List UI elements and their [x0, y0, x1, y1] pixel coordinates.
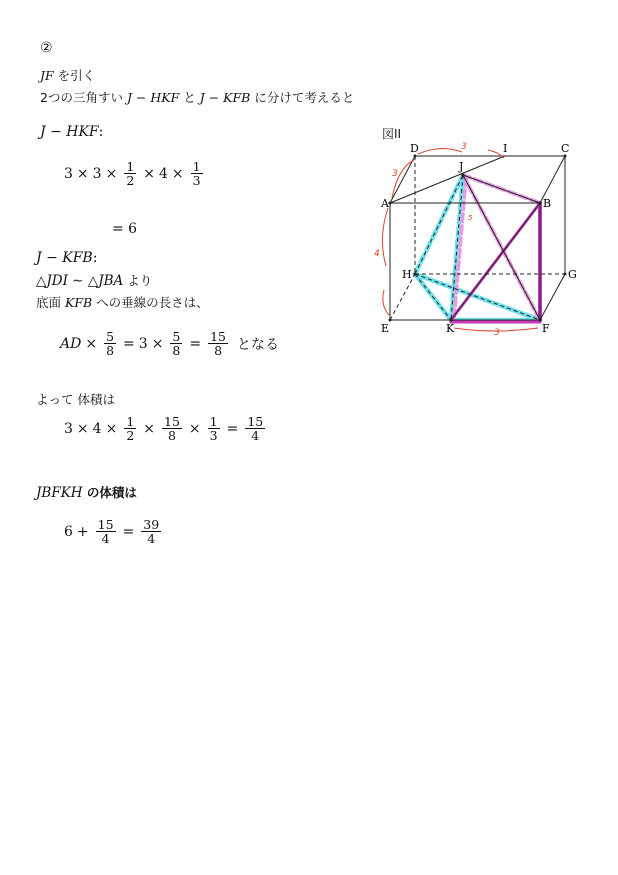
magenta-highlight — [451, 175, 540, 322]
fraction — [170, 330, 182, 357]
label-b: B — [543, 197, 552, 210]
denominator: 4 — [147, 531, 156, 547]
denominator: 3 — [192, 173, 201, 189]
volume-intro: よって 体積は — [36, 392, 115, 407]
label-h: H — [402, 268, 412, 281]
perp-suffix: への垂線の長さは、 — [92, 295, 209, 310]
label-f: F — [542, 322, 550, 335]
denominator: 8 — [214, 343, 223, 359]
part2-expression: AD × $\frac{5}{8}$ = 3 × $\frac{5}{8}$ = $\frac{15}{8}$ となる — [60, 329, 280, 359]
annotation-left-top: 3 — [392, 169, 398, 179]
expression-tail: となる — [237, 336, 280, 353]
numerator: 1 — [126, 414, 135, 429]
part2-heading — [36, 250, 97, 266]
intro-line2-suffix: に分けて考えると — [250, 90, 355, 105]
denominator: 8 — [172, 343, 181, 359]
part1-heading-math: J − HKF — [40, 124, 99, 140]
fraction — [208, 330, 228, 357]
perp-prefix: 底面 — [36, 295, 65, 310]
label-k: K — [446, 322, 455, 335]
denominator: 8 — [167, 428, 176, 444]
similar-suffix: より — [123, 273, 153, 288]
denominator: 8 — [106, 343, 115, 359]
fraction — [96, 518, 116, 545]
part1-expression: 3 × 3 × $\frac{1}{2}$ × 4 × $\frac{1}{3}$ — [64, 159, 201, 189]
numerator: 1 — [209, 414, 218, 429]
annotation-bottom: 3 — [494, 328, 500, 338]
numerator: 15 — [97, 517, 114, 532]
numerator: 5 — [172, 329, 181, 344]
numerator: 5 — [106, 329, 115, 344]
denominator: 2 — [126, 173, 135, 189]
similar-math: △JDI ∼ △JBA — [36, 273, 124, 289]
intro-line2-math1: J − HKF — [126, 90, 180, 105]
problem-marker: ② — [40, 40, 53, 56]
term: 3 — [64, 420, 73, 437]
fraction — [124, 160, 136, 187]
label-g: G — [568, 268, 577, 281]
numerator: 1 — [192, 159, 201, 174]
fraction — [141, 518, 161, 545]
term: 3 — [64, 165, 73, 182]
label-e: E — [381, 322, 390, 335]
term: 3 — [92, 165, 102, 182]
total-heading-math: JBFKH — [36, 485, 83, 501]
term: 4 — [92, 420, 102, 437]
figure-title: 図II — [382, 127, 402, 141]
term: AD — [60, 335, 82, 352]
part1-result: = 6 — [112, 221, 138, 237]
label-i: I — [503, 142, 508, 155]
numerator: 15 — [164, 414, 180, 429]
fraction — [191, 160, 203, 187]
cube-figure — [370, 138, 590, 343]
part2-heading-math: J − KFB — [36, 250, 93, 266]
intro-line-1 — [40, 66, 95, 84]
similar-triangles — [36, 271, 152, 289]
denominator: 4 — [251, 428, 260, 444]
intro-line2-mid: と — [179, 90, 200, 105]
fraction — [245, 415, 265, 442]
fraction — [124, 415, 136, 442]
fraction — [208, 415, 220, 442]
intro-line1-math: JF — [40, 68, 54, 83]
term: 6 — [64, 523, 73, 540]
annotation-mid: 5 — [468, 214, 473, 222]
perp-math: KFB — [64, 295, 93, 310]
label-c: C — [561, 142, 570, 155]
label-j: J — [459, 160, 464, 173]
numerator: 1 — [126, 159, 135, 174]
annotation-top: 3 — [461, 142, 467, 152]
fraction — [162, 415, 182, 442]
term: 4 — [159, 165, 168, 182]
numerator: 39 — [143, 517, 160, 532]
annotation-left: 4 — [374, 249, 380, 259]
label-d: D — [410, 142, 419, 155]
part1-heading — [40, 124, 103, 140]
denominator: 4 — [101, 531, 110, 547]
denominator: 2 — [126, 428, 135, 444]
term: 3 — [138, 335, 148, 352]
part1-heading-colon: : — [98, 124, 104, 140]
part2-heading-colon: : — [92, 250, 98, 266]
numerator: 15 — [247, 414, 264, 429]
part3-expression: 3 × 4 × $\frac{1}{2}$ × $\frac{15}{8}$ × $\frac{1}{3}$ = $\frac{15}{4}$ — [64, 414, 264, 444]
intro-line2-prefix: 2つの三角すい — [40, 90, 127, 105]
fraction — [104, 330, 116, 357]
part4-expression: 6 + $\frac{15}{4}$ = $\frac{39}{4}$ — [64, 517, 160, 547]
intro-line2-math2: J − KFB — [199, 90, 251, 105]
label-a: A — [381, 197, 389, 210]
perpendicular-line — [36, 293, 209, 311]
intro-line-2 — [40, 88, 354, 106]
numerator: 15 — [210, 329, 227, 344]
total-heading-suffix: の体積は — [82, 485, 137, 500]
intro-line1-suffix: を引く — [53, 68, 96, 83]
total-volume-heading — [36, 483, 137, 501]
denominator: 3 — [209, 428, 218, 444]
